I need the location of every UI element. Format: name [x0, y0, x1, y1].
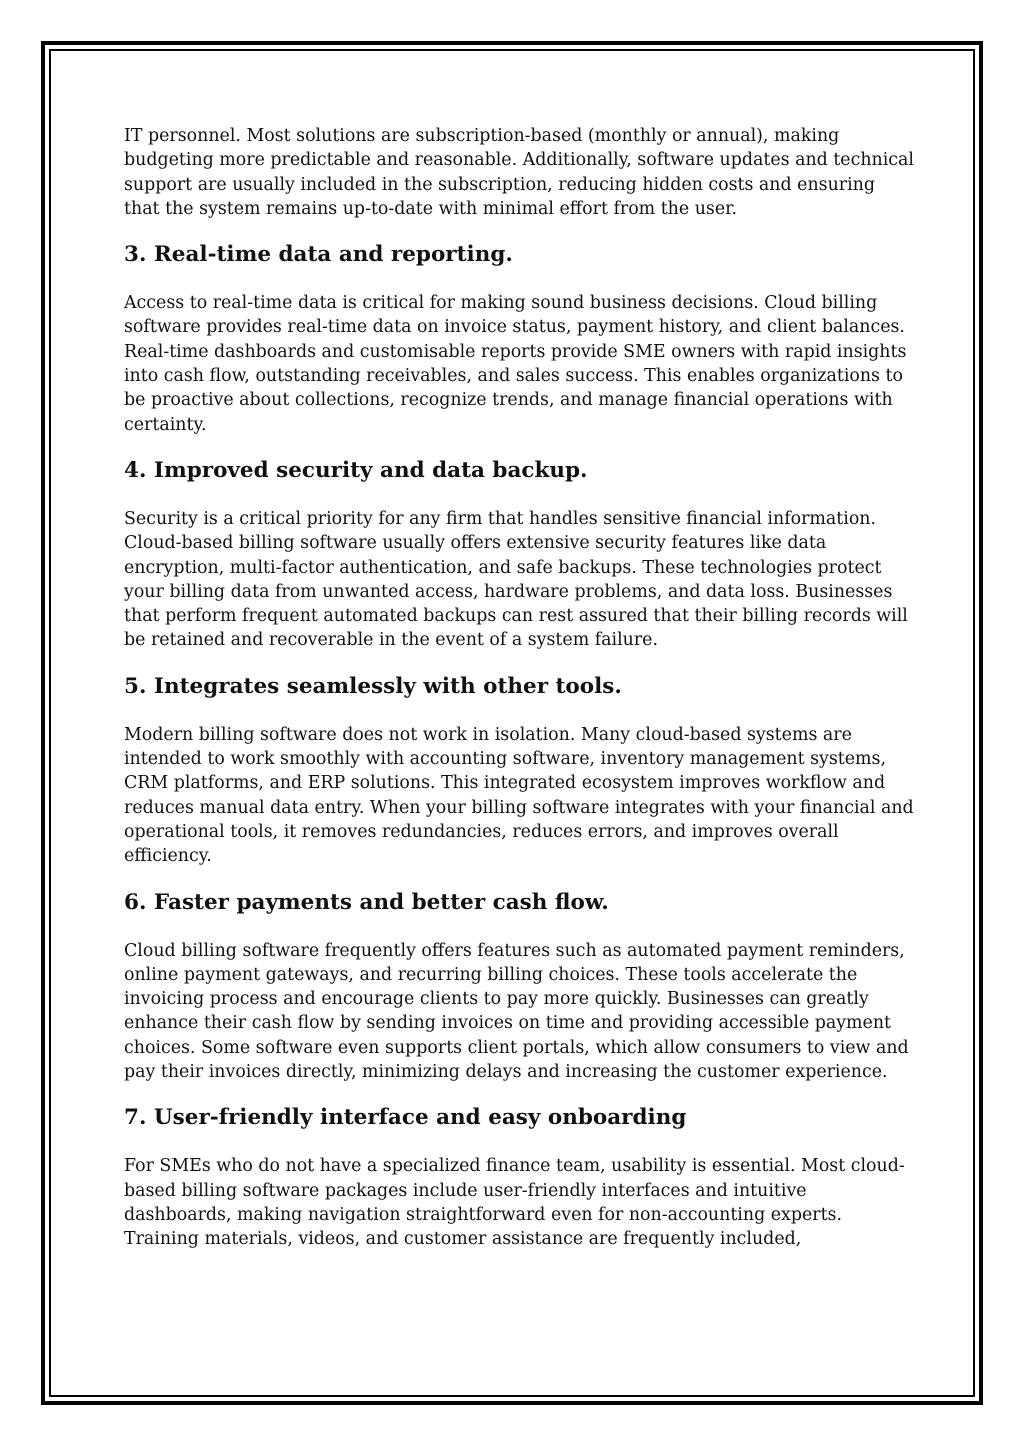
- section-body-7: For SMEs who do not have a specialized finance team, usability is essential. Most cloud-based billing software packages include user-friendly interfaces and intuitive dashboards, making navigation straightforward even for non-accounting experts. Training materials, videos, and customer assistance are frequently included,: [124, 1156, 905, 1250]
- section-heading-6: 6. Faster payments and better cash flow.: [124, 889, 609, 915]
- section-body-4: Security is a critical priority for any firm that handles sensitive financial information. Cloud-based billing software usually offers extensive security features like data encryption, multi-factor authentication, and safe backups. These technologies protect your billing data from unwanted access, hardware problems, and data loss. Businesses that perform frequent automated backups can rest assured that their billing records will be retained and recoverable in the event of a system failure.: [124, 508, 908, 651]
- section-heading-3: 3. Real-time data and reporting.: [124, 242, 513, 268]
- section-heading-5: 5. Integrates seamlessly with other tools.: [124, 673, 622, 699]
- section-body-5: Modern billing software does not work in isolation. Many cloud-based systems are intended to work smoothly with accounting software, inventory management systems, CRM platforms, and ERP solutions. This integrated ecosystem improves workflow and reduces manual data entry. When your billing software integrates with your financial and operational tools, it removes redundancies, reduces errors, and improves overall efficiency.: [124, 724, 914, 867]
- section-body-6: Cloud billing software frequently offers features such as automated payment reminders, online payment gateways, and recurring billing choices. These tools accelerate the invoicing process and encourage clients to pay more quickly. Businesses can greatly enhance their cash flow by sending invoices on time and providing accessible payment choices. Some software even supports client portals, which allow consumers to view and pay their invoices directly, minimizing delays and increasing the customer experience.: [124, 940, 909, 1083]
- section-heading-4: 4. Improved security and data backup.: [124, 457, 588, 483]
- section-heading-7: 7. User-friendly interface and easy onboarding: [124, 1105, 687, 1131]
- intro-paragraph: IT personnel. Most solutions are subscription-based (monthly or annual), making budgeting more predictable and reasonable. Additionally, software updates and technical support are usually included in the subscription, reducing hidden costs and ensuring that the system remains up-to-date with minimal effort from the user.: [124, 126, 914, 219]
- document-body: [124, 124, 914, 1252]
- section-body-3: Access to real-time data is critical for making sound business decisions. Cloud billing software provides real-time data on invoice status, payment history, and client balances. Real-time dashboards and customisable reports provide SME owners with rapid insights into cash flow, outstanding receivables, and sales success. This enables organizations to be proactive about collections, recognize trends, and manage financial operations with certainty.: [124, 293, 907, 435]
